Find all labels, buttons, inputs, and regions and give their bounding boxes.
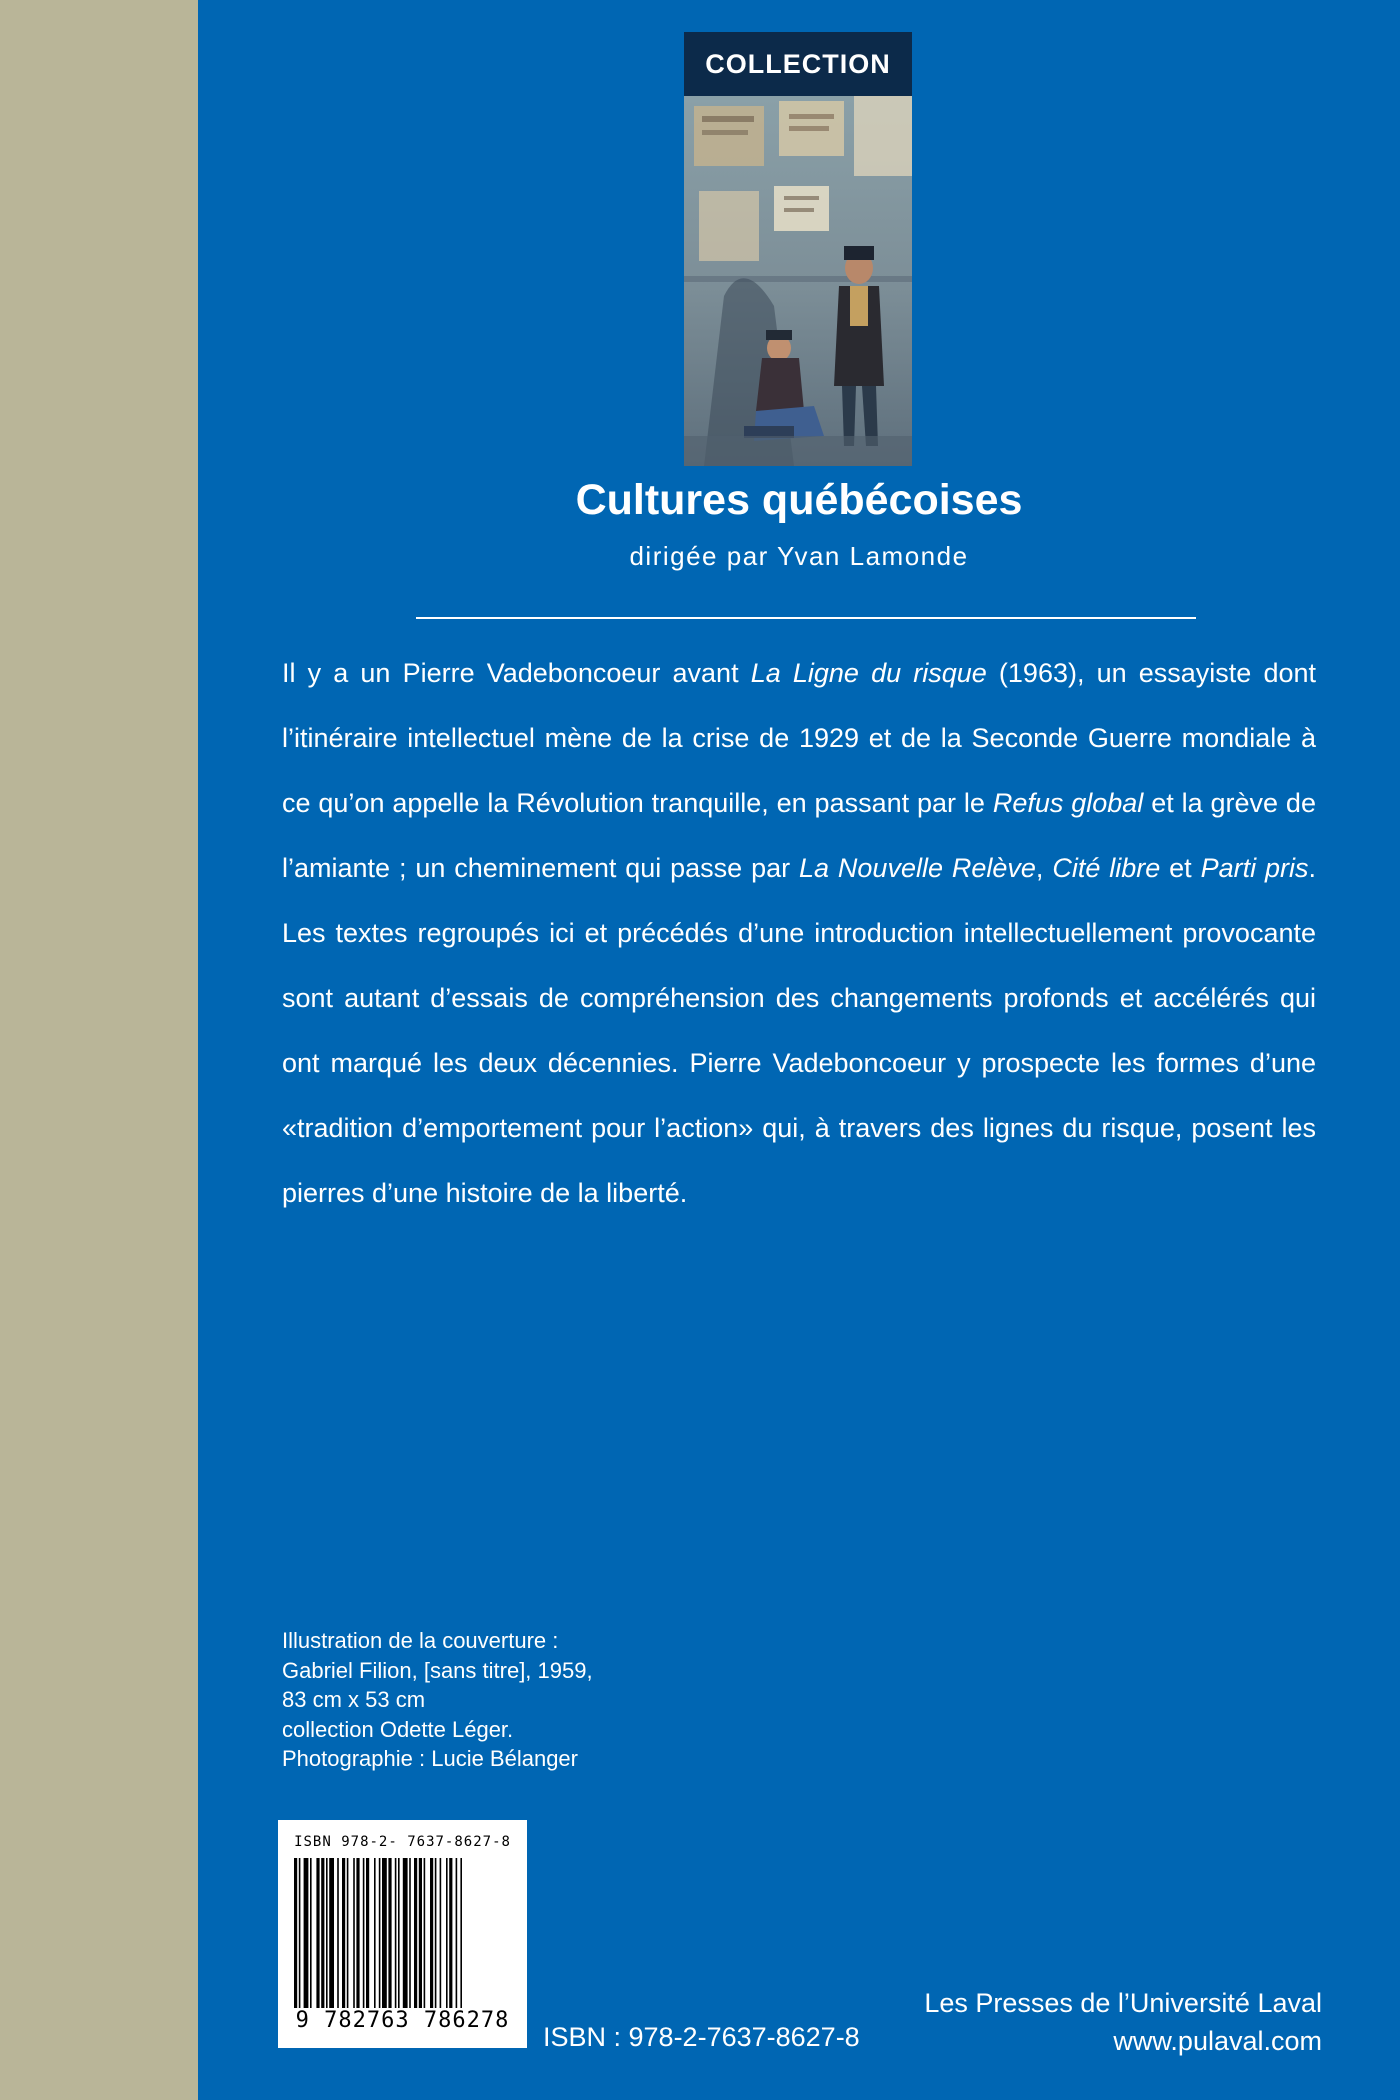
blurb-title: Refus global: [992, 788, 1144, 818]
credit-line: Illustration de la couverture :: [282, 1628, 559, 1653]
barcode: [278, 1820, 527, 2048]
barcode-digits: 9 782763 786278: [295, 2008, 510, 2033]
credit-line: Gabriel Filion, [sans titre], 1959,: [282, 1657, 593, 1683]
publisher-info: [924, 1984, 1322, 2060]
blurb-title: La Nouvelle Relève: [799, 853, 1036, 883]
credit-line: 83 cm x 53 cm: [282, 1687, 426, 1712]
blurb-text: et la grève de l’amiante ; un cheminement qui passe par: [282, 788, 1316, 883]
blurb-text: (1963), un essayiste dont l’itinéraire intellectuel mène de la crise de 1929 et de la Seconde Guerre mondiale à ce qu’on appelle la Révolution tranquille, en passant par le: [282, 658, 1316, 818]
blurb-text: ,: [1035, 853, 1053, 883]
credit-line: Photographie : Lucie Bélanger: [282, 1746, 578, 1771]
book-spine: [0, 0, 198, 2100]
blurb-text: Il y a un Pierre Vadeboncoeur avant: [282, 658, 751, 688]
divider: [416, 617, 1196, 619]
blurb-title: Cité libre: [1052, 853, 1161, 883]
book-description: [282, 641, 1316, 1226]
series-title: Cultures québécoises: [575, 476, 1023, 524]
series-editor: dirigée par Yvan Lamonde: [629, 541, 969, 571]
blurb-title: Parti pris: [1200, 853, 1309, 883]
barcode-bars: [292, 1858, 513, 2008]
publisher-name: Les Presses de l’Université Laval: [924, 1988, 1322, 2018]
blurb-title: La Ligne du risque: [750, 658, 987, 688]
cover-credits: [282, 1626, 782, 1774]
credit-line: collection Odette Léger.: [282, 1716, 514, 1742]
blurb-text: et: [1160, 853, 1201, 883]
barcode-isbn-text: ISBN 978-2- 7637-8627-8: [294, 1834, 511, 1850]
collection-label: COLLECTION: [684, 32, 912, 96]
isbn-number: ISBN : 978-2-7637-8627-8: [543, 2022, 860, 2052]
publisher-website[interactable]: www.pulaval.com: [1113, 2026, 1322, 2056]
collection-illustration: [684, 96, 912, 466]
blurb-text: . Les textes regroupés ici et précédés d’une introduction intellectuellement provocante sont autant d’essais de compréhension des changements profonds et accélérés qui ont marqué les deux décennies. Pierre Vadeboncoeur y prospecte les formes d’une «tradition d’emportement pour l’action» qui, à travers des lignes du risque, posent les pierres d’une histoire de la liberté.: [282, 853, 1317, 1208]
